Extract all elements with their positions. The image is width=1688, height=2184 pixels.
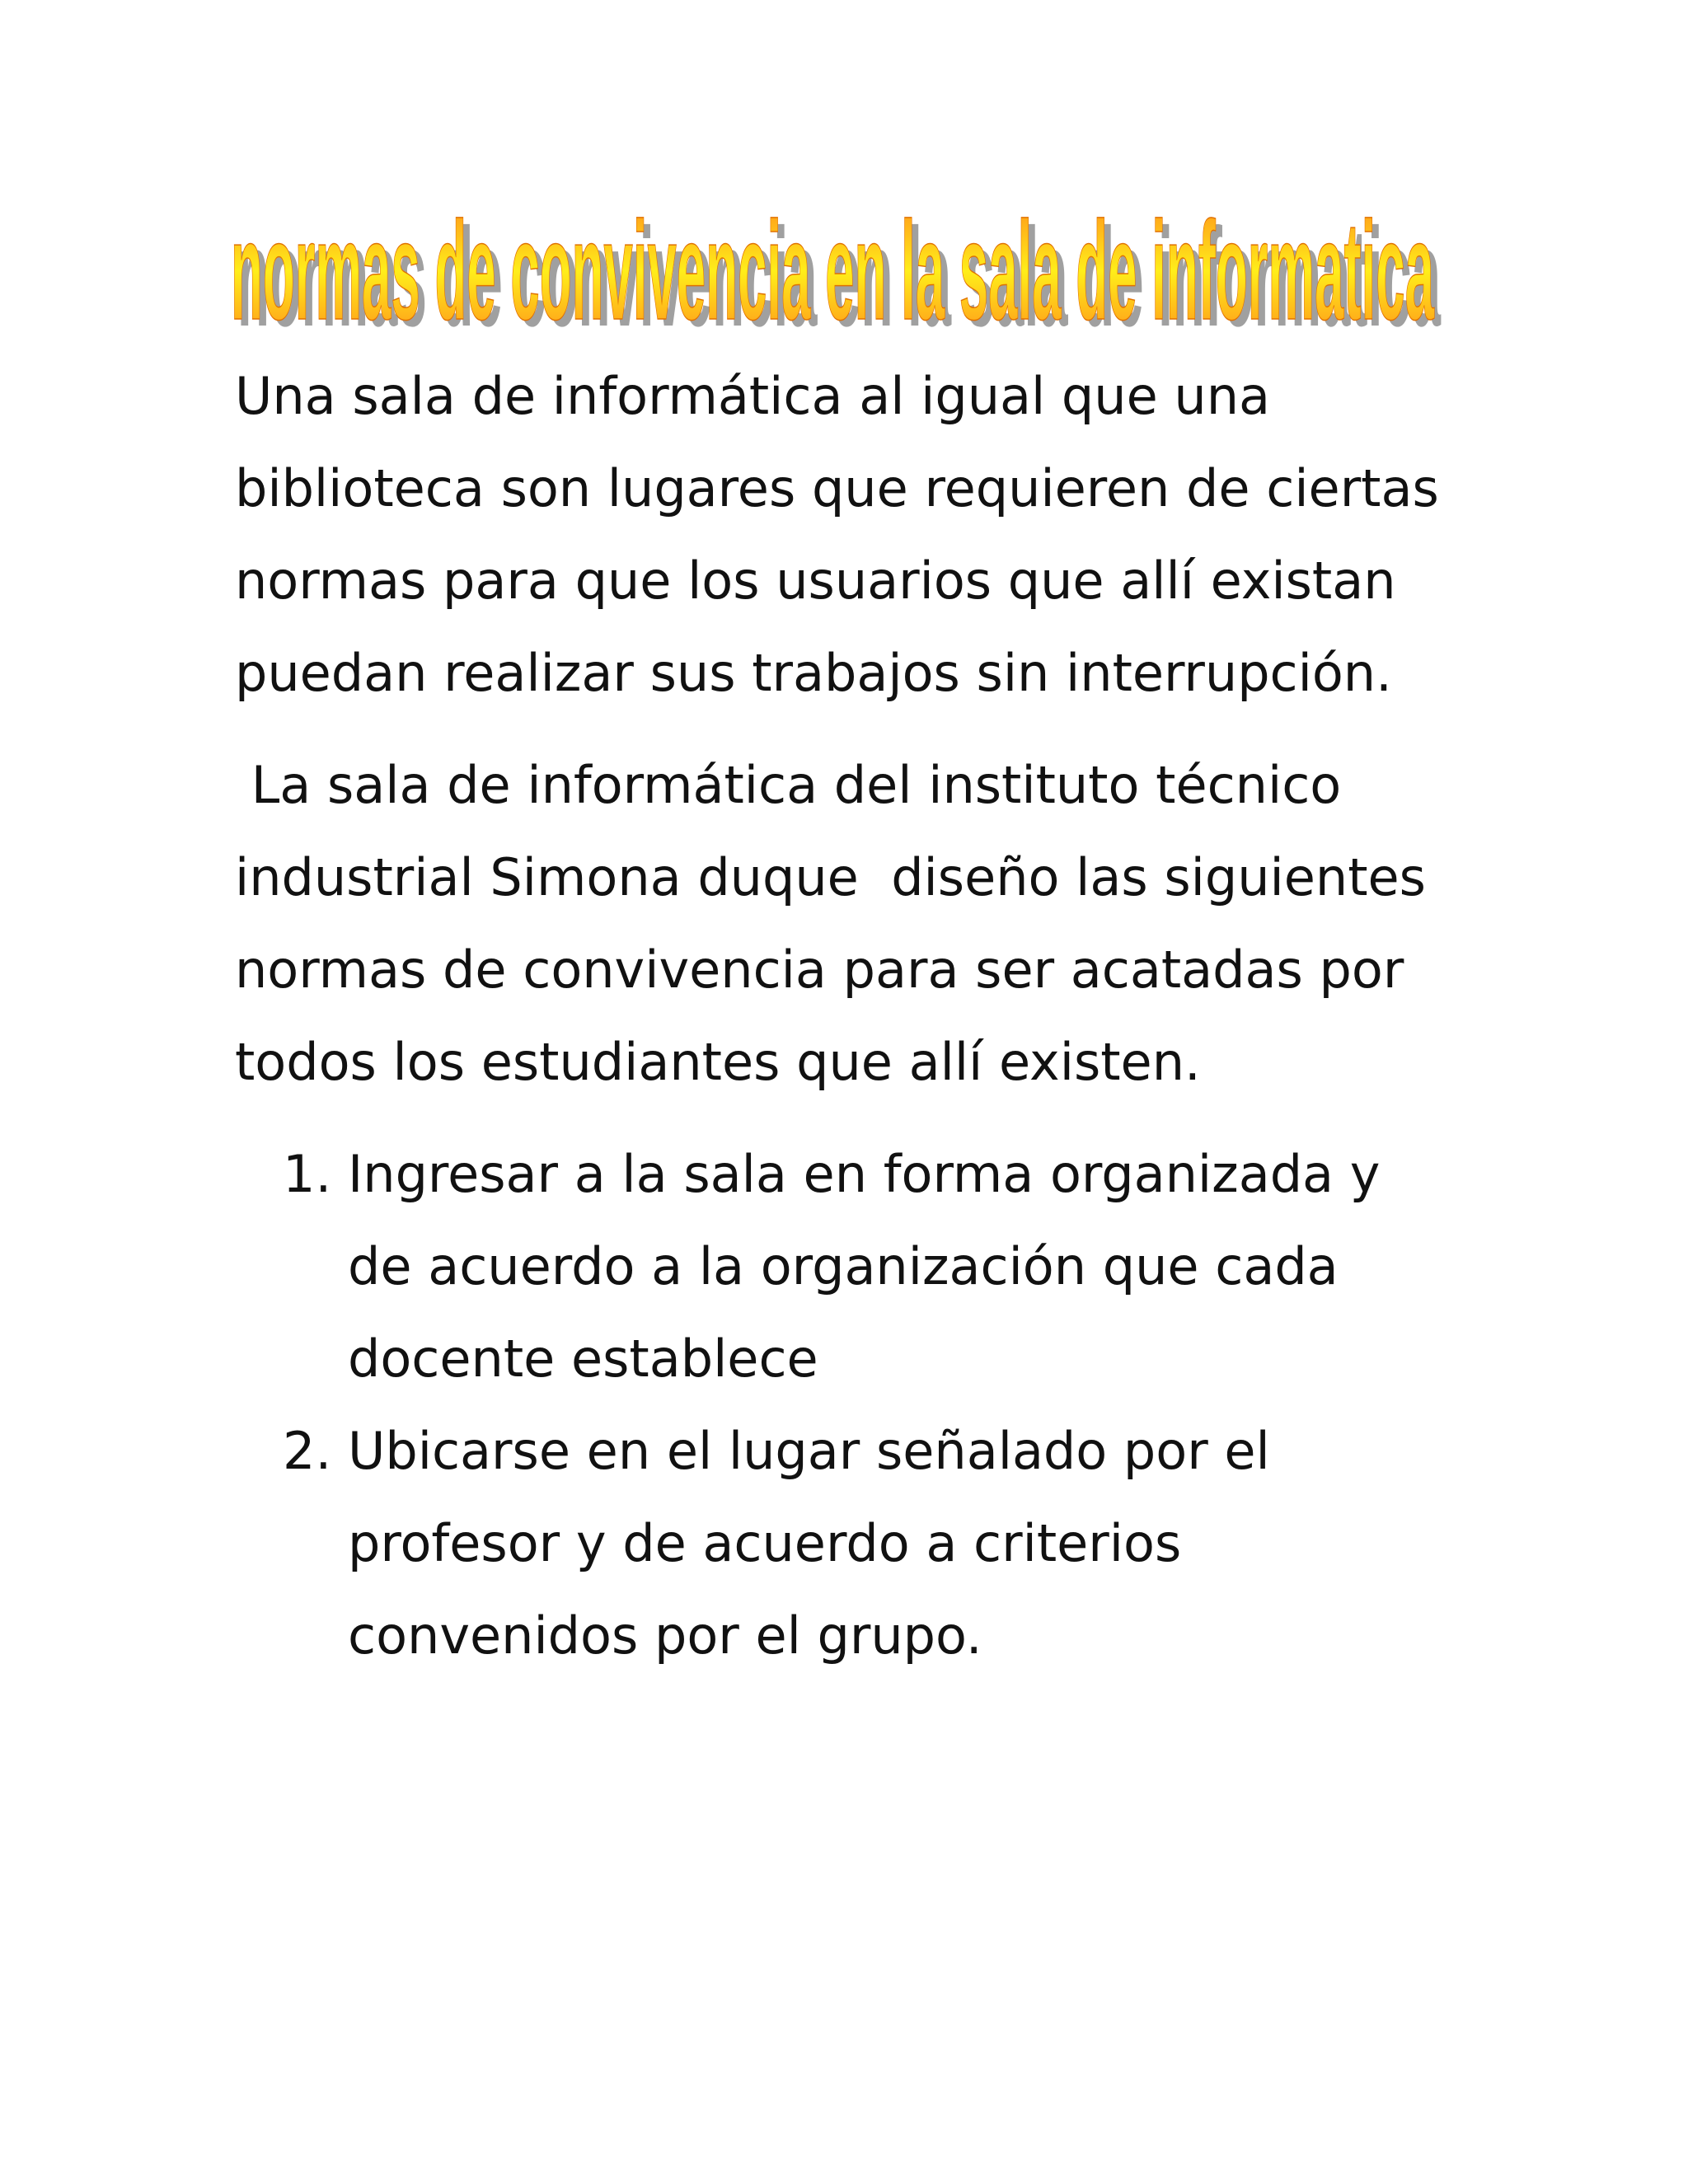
rules-list [235,1128,1455,1682]
list-item-text: Ubicarse en el lugar señalado por el profesor y de acuerdo a criterios convenidos por el grupo. [348,1421,1270,1666]
institute-paragraph: La sala de informática del instituto técnico industrial Simona duque diseño las siguientes normas de convivencia para ser acatadas por todos los estudiantes que allí existen. [235,755,1442,1092]
wordart-title-svg [231,202,1451,350]
list-item-number: 2. [283,1421,332,1481]
intro-paragraph: Una sala de informática al igual que una biblioteca son lugares que requieren de ciertas normas para que los usuarios que allí existan puedan realizar sus trabajos sin interrupción. [235,366,1456,703]
wordart-title-shadow: normas de convivencia en la sala de informatica [237,202,1442,350]
document-body [235,350,1455,1682]
list-item-text: Ingresar a la sala en forma organizada y de acuerdo a la organización que cada docente establece [348,1144,1381,1389]
wordart-title-text: normas de convivencia en la sala de informatica [231,202,1435,349]
list-item [235,1405,1455,1682]
list-item-number: 1. [283,1144,332,1204]
list-item [235,1128,1455,1405]
wordart-title [231,202,1451,350]
